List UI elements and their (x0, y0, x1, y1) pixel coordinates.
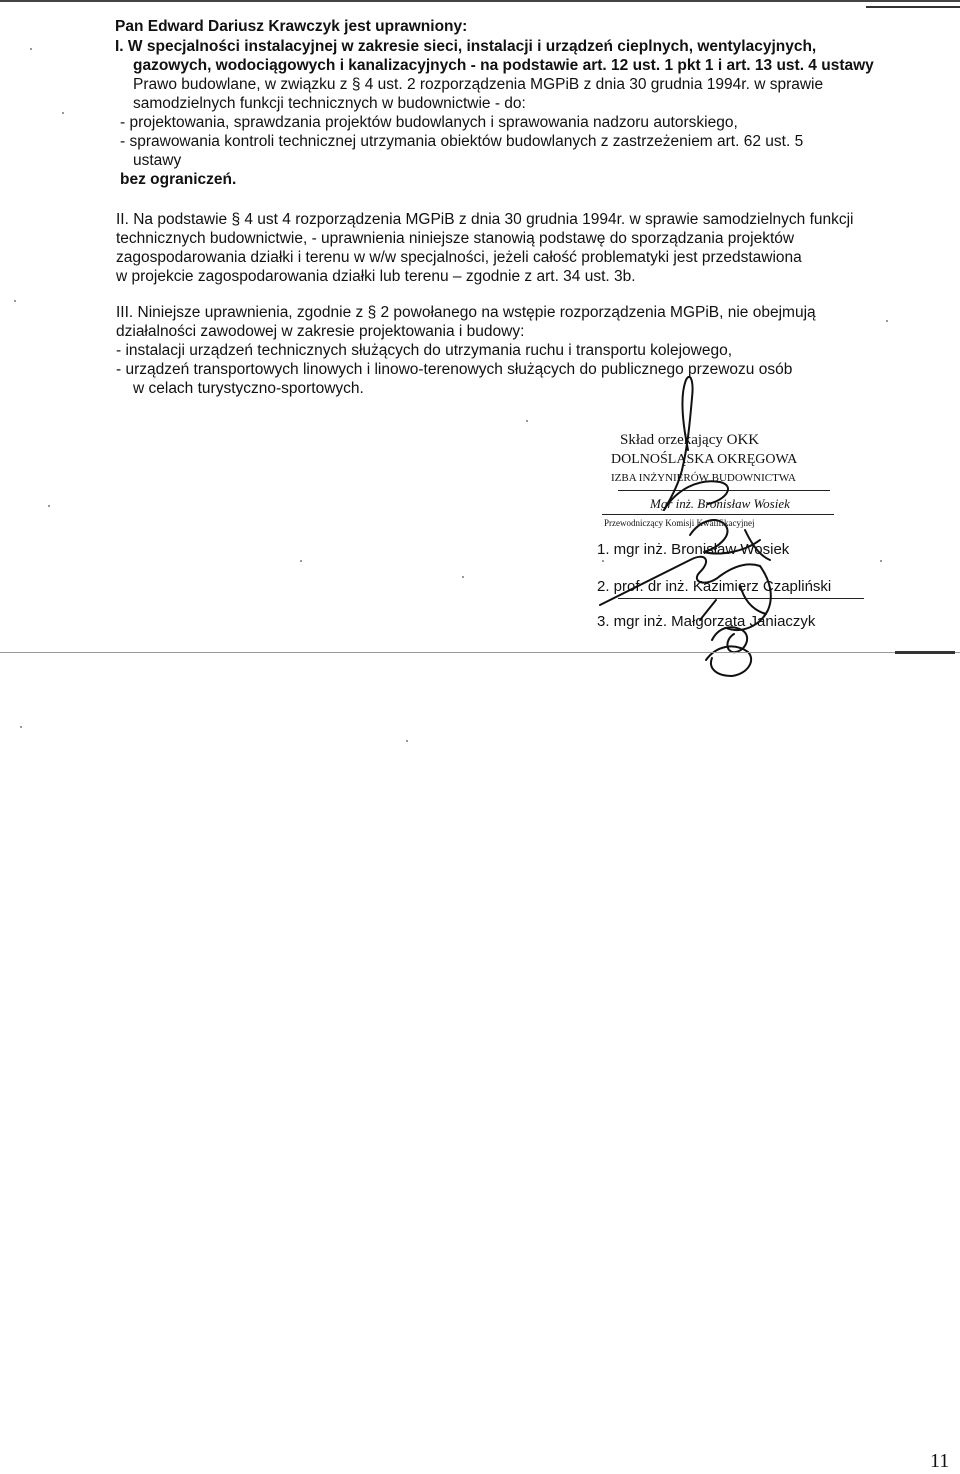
section-2-line: technicznych budownictwie, - uprawnienia niniejsze stanowią podstawę do sporządzania projektów (116, 230, 795, 247)
scan-mark (895, 651, 955, 654)
section-3-line: w celach turystyczno-sportowych. (133, 380, 364, 397)
section-2-line: II. Na podstawie § 4 ust 4 rozporządzenia MGPiB z dnia 30 grudnia 1994r. w sprawie samodzielnych funkcji (116, 211, 854, 228)
stamp-line: Przewodniczący Komisji Kwalifikacyjnej (604, 518, 755, 528)
section-1-line: ustawy (133, 152, 182, 169)
intro-line: Pan Edward Dariusz Krawczyk jest uprawniony: (115, 18, 468, 35)
scan-edge (866, 6, 960, 8)
section-3-line: działalności zawodowej w zakresie projektowania i budowy: (116, 323, 525, 340)
section-1-line: Prawo budowlane, w związku z § 4 ust. 2 rozporządzenia MGPiB z dnia 30 grudnia 1994r. w sprawie (133, 76, 824, 93)
stamp-line: IZBA INŻYNIERÓW BUDOWNICTWA (611, 472, 796, 484)
committee-member: 3. mgr inż. Małgorzata Janiaczyk (597, 613, 816, 630)
section-3-bullet: - instalacji urządzeń technicznych służących do utrzymania ruchu i transportu kolejowego, (116, 342, 732, 359)
section-1-line: gazowych, wodociągowych i kanalizacyjnych - na podstawie art. 12 ust. 1 pkt 1 i art. 13 ust. 4 ustawy (133, 57, 874, 74)
page-number: 11 (930, 1450, 950, 1472)
stamp-line: Skład orzekający OKK (620, 432, 760, 448)
stamp-line: DOLNOŚLĄSKA OKRĘGOWA (611, 452, 798, 467)
stamp-line: Mgr inż. Bronisław Wosiek (650, 496, 790, 511)
committee-member: 2. prof. dr inż. Kazimierz Czapliński (597, 578, 832, 595)
section-1-line: I. W specjalności instalacyjnej w zakresie sieci, instalacji i urządzeń cieplnych, wentylacyjnych, (115, 38, 817, 55)
section-2-line: zagospodarowania działki i terenu w w/w specjalności, jeżeli całość problematyki jest przedstawiona (116, 249, 802, 266)
section-1-line: bez ograniczeń. (120, 171, 237, 188)
committee-member: 1. mgr inż. Bronisław Wosiek (597, 541, 790, 558)
section-2-line: w projekcie zagospodarowania działki lub terenu – zgodnie z art. 34 ust. 3b. (116, 268, 636, 285)
scan-fold-line (0, 652, 960, 653)
section-1-line: samodzielnych funkcji technicznych w budownictwie - do: (133, 95, 526, 112)
section-1-bullet: - projektowania, sprawdzania projektów budowlanych i sprawowania nadzoru autorskiego, (120, 114, 738, 131)
section-3-bullet: - urządzeń transportowych linowych i linowo-terenowych służących do publicznego przewozu osób (116, 361, 793, 378)
section-3-line: III. Niniejsze uprawnienia, zgodnie z § 2 powołanego na wstępie rozporządzenia MGPiB, nie obejmują (116, 304, 816, 321)
section-1-bullet: - sprawowania kontroli technicznej utrzymania obiektów budowlanych z zastrzeżeniem art. 62 ust. 5 (120, 133, 804, 150)
scan-edge (0, 0, 960, 2)
